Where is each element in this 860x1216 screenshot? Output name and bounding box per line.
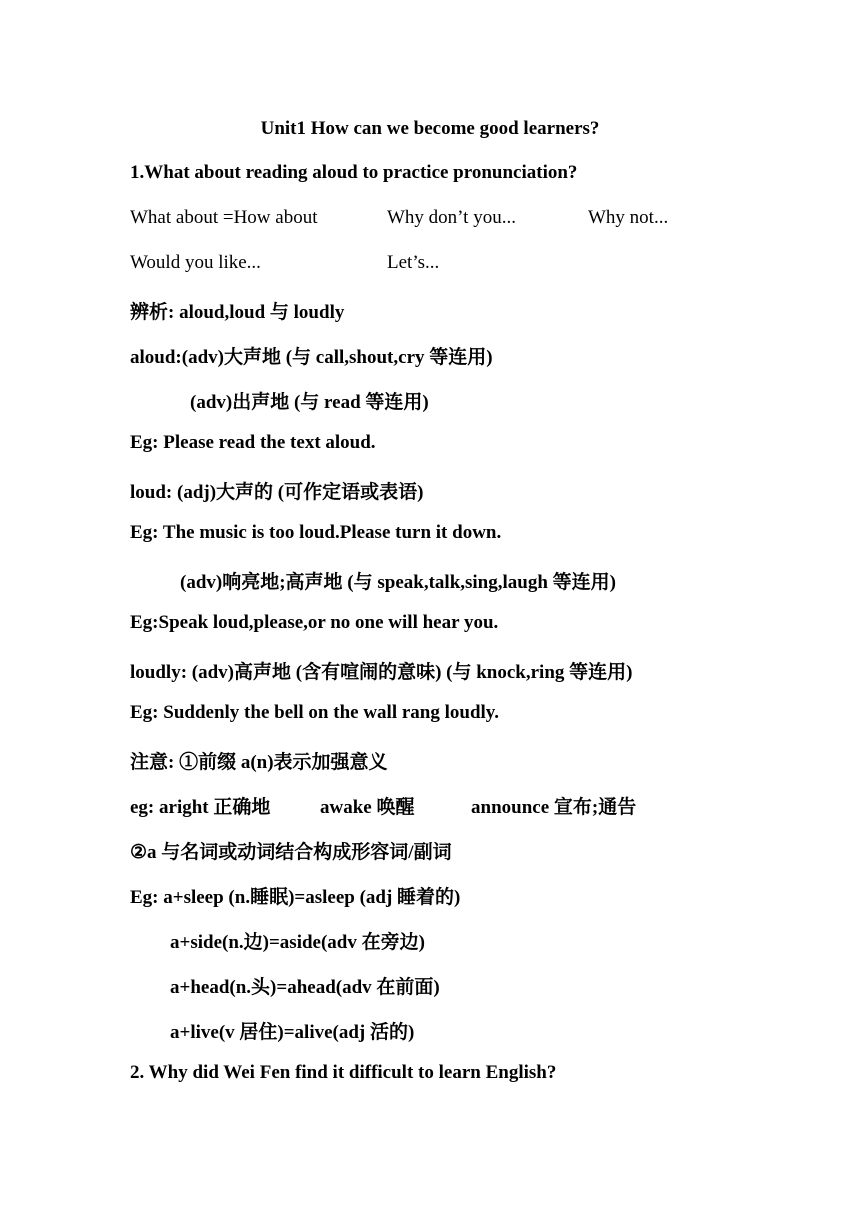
suggestion-would-you-like: Would you like... xyxy=(130,252,261,273)
example-awake: awake 唤醒 xyxy=(320,797,415,818)
loud-definition-1: loud: (adj)大声的 (可作定语或表语) xyxy=(130,482,424,503)
a-prefix-example-2: a+side(n.边)=aside(adv 在旁边) xyxy=(170,932,425,953)
suggestion-what-about: What about =How about xyxy=(130,207,318,228)
suggestion-why-dont-you: Why don’t you... xyxy=(387,207,516,228)
aloud-definition-2: (adv)出声地 (与 read 等连用) xyxy=(190,392,429,413)
aloud-example: Eg: Please read the text aloud. xyxy=(130,432,376,453)
note-heading: 注意: ①前缀 a(n)表示加强意义 xyxy=(130,752,388,773)
loudly-definition: loudly: (adv)高声地 (含有喧闹的意味) (与 knock,ring 等连用) xyxy=(130,662,633,683)
loud-example-1: Eg: The music is too loud.Please turn it down. xyxy=(130,522,502,543)
page-title: Unit1 How can we become good learners? xyxy=(260,118,600,139)
loud-definition-2: (adv)响亮地;高声地 (与 speak,talk,sing,laugh 等连用) xyxy=(180,572,616,593)
aloud-definition-1: aloud:(adv)大声地 (与 call,shout,cry 等连用) xyxy=(130,347,493,368)
example-announce: announce 宣布;通告 xyxy=(471,797,637,818)
loud-example-2: Eg:Speak loud,please,or no one will hear you. xyxy=(130,612,499,633)
a-prefix-example-1: Eg: a+sleep (n.睡眠)=asleep (adj 睡着的) xyxy=(130,887,461,908)
a-prefix-example-3: a+head(n.头)=ahead(adv 在前面) xyxy=(170,977,440,998)
analysis-heading: 辨析: aloud,loud 与 loudly xyxy=(130,302,345,323)
question-2: 2. Why did Wei Fen find it difficult to learn English? xyxy=(130,1062,557,1083)
suggestion-lets: Let’s... xyxy=(387,252,440,273)
question-1: 1.What about reading aloud to practice pronunciation? xyxy=(130,162,578,183)
suggestion-why-not: Why not... xyxy=(588,207,669,228)
note-2: ②a 与名词或动词结合构成形容词/副词 xyxy=(130,842,452,863)
example-aright: eg: aright 正确地 xyxy=(130,797,271,818)
loudly-example: Eg: Suddenly the bell on the wall rang loudly. xyxy=(130,702,499,723)
a-prefix-example-4: a+live(v 居住)=alive(adj 活的) xyxy=(170,1022,415,1043)
